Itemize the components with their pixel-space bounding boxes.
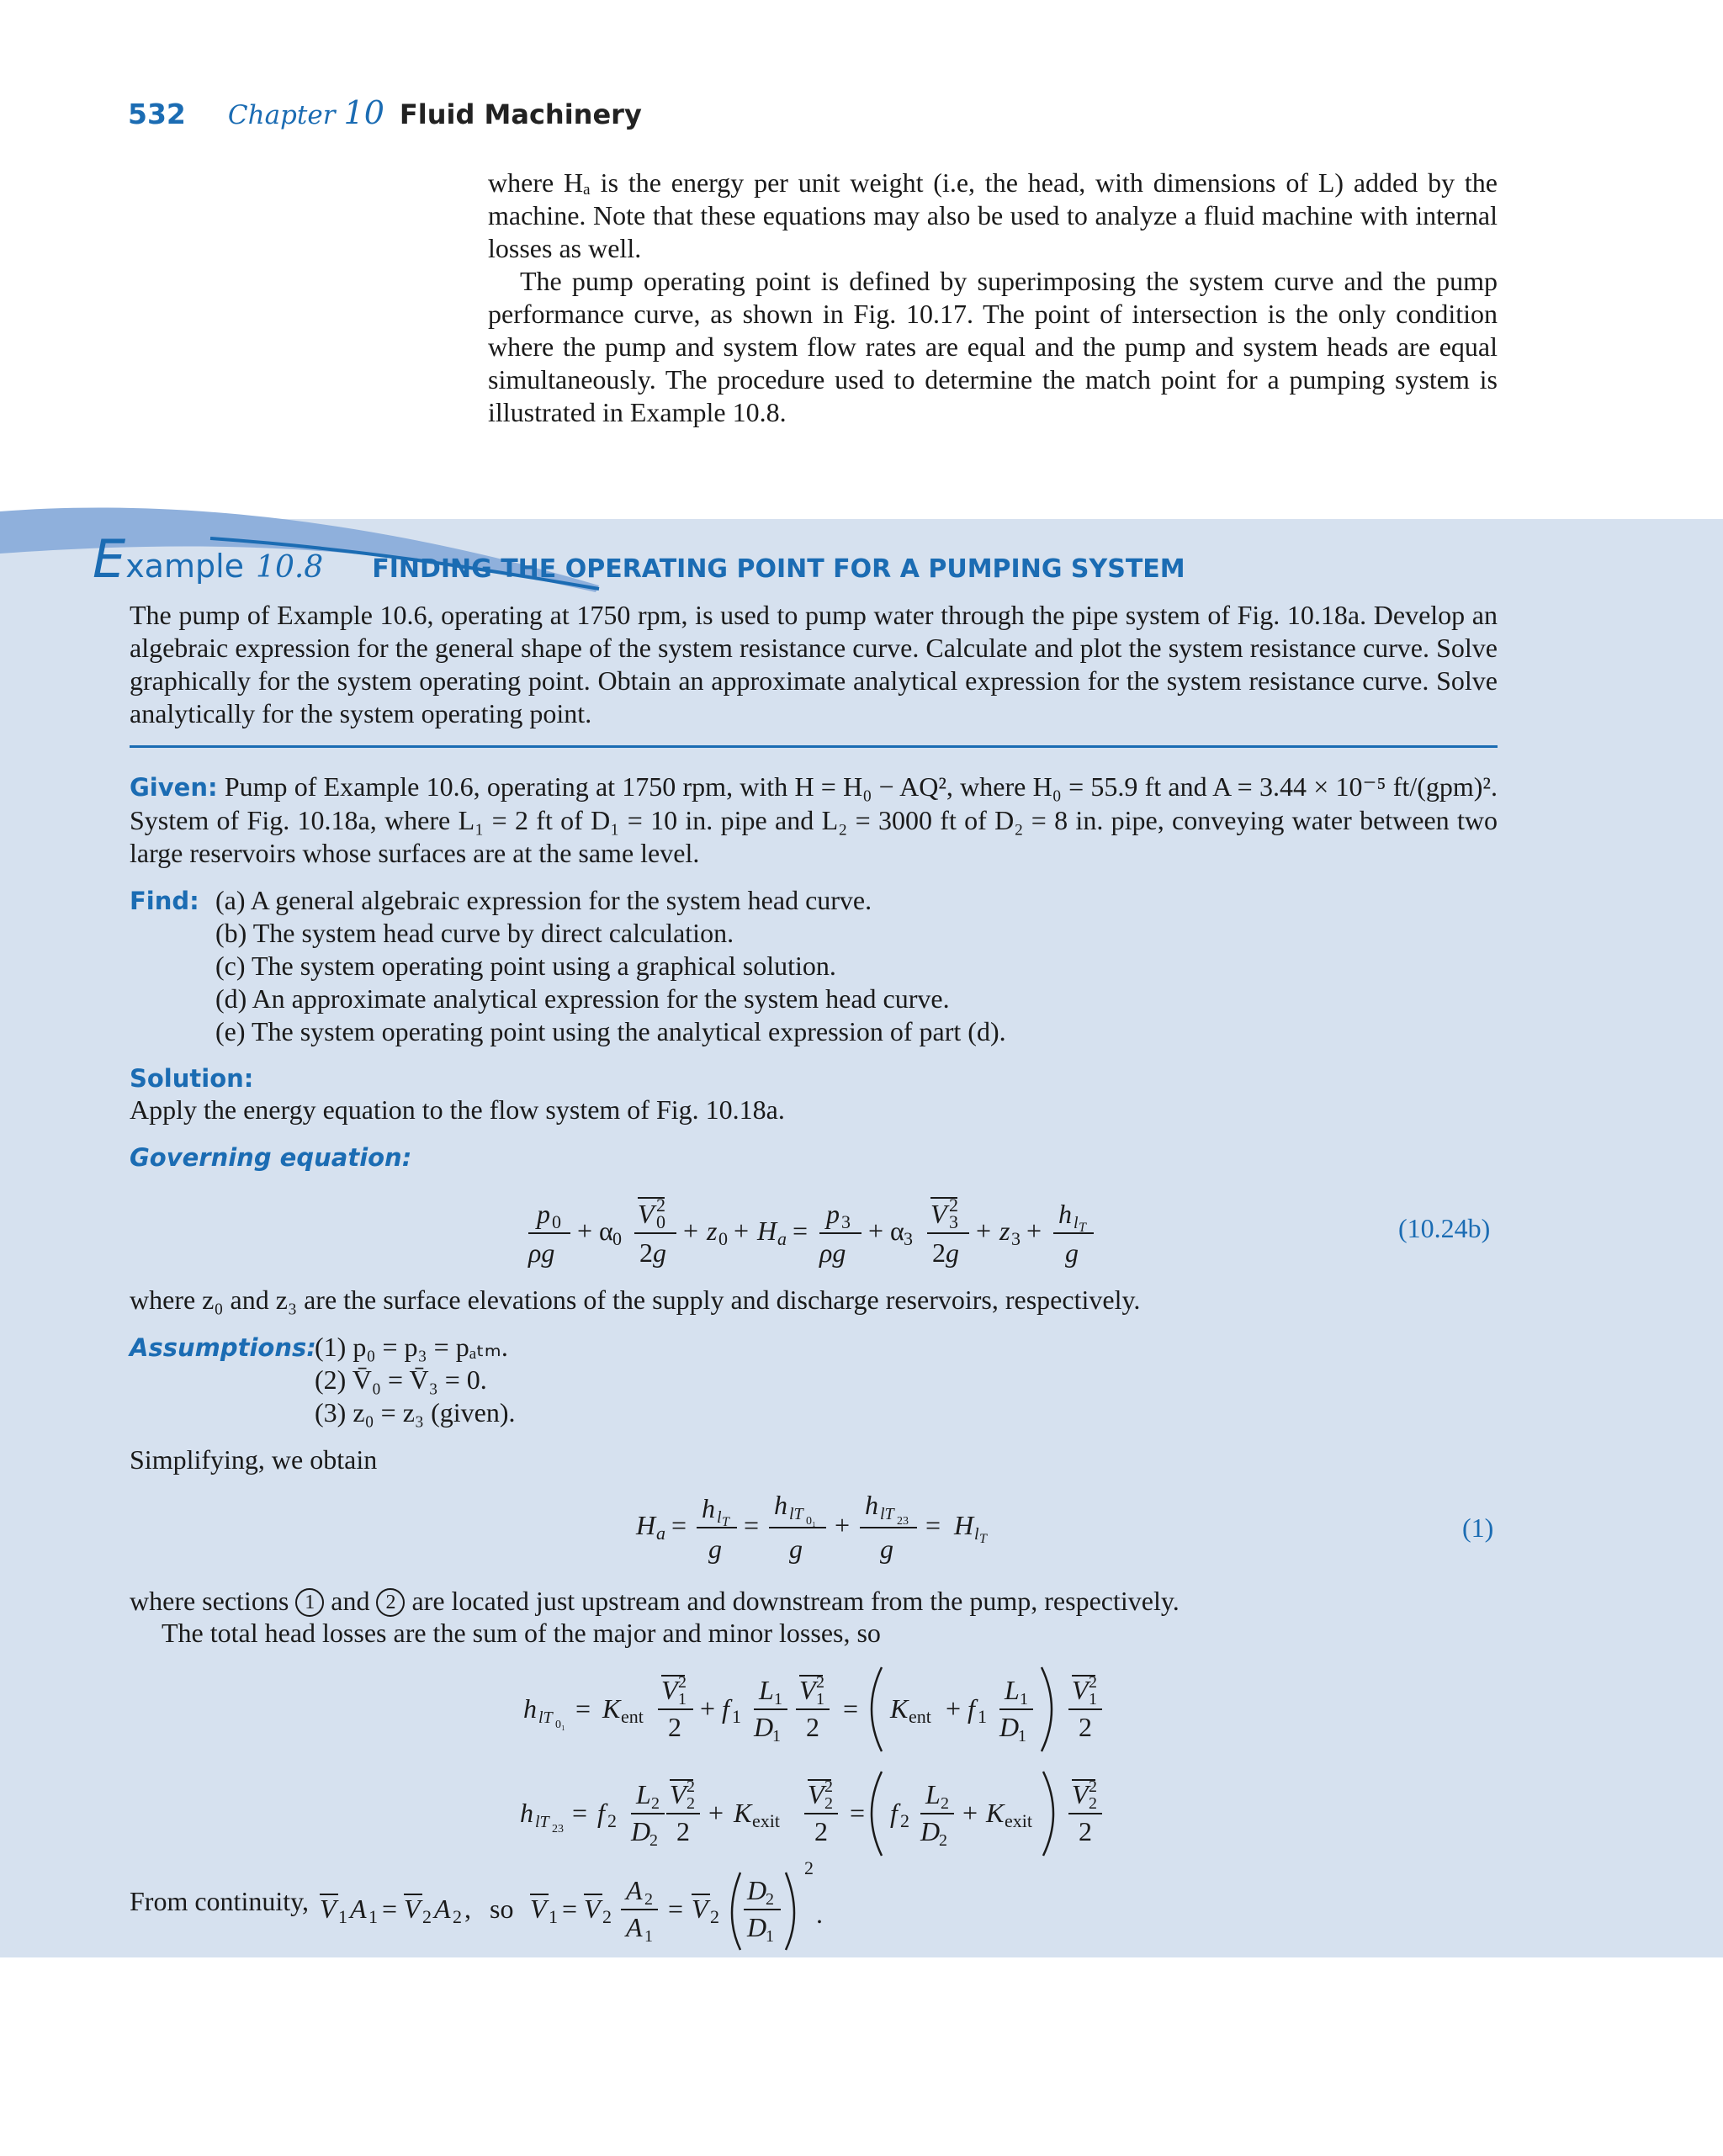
svg-text:V: V — [670, 1779, 687, 1809]
example-title — [93, 528, 1185, 590]
svg-text:+: + — [976, 1216, 992, 1246]
svg-text:g: g — [880, 1534, 893, 1564]
svg-text:1: 1 — [732, 1706, 741, 1727]
simplifying-text: Simplifying, we obtain — [130, 1444, 378, 1475]
example-statement: The pump of Example 10.6, operating at 1750 rpm, is used to pump water through the pipe system of Fig. 10.18a. Develop an algebraic expression for the general shape of the system resistance curve. Calculate and plot the system resistance curve. Solve graphically for the system operating point. Obtain an approximate analytical expression for the system resistance curve. Solve analytically for the system operating point. — [130, 600, 1498, 728]
svg-text:0₁: 0₁ — [555, 1719, 565, 1731]
find-item-b: (b) The system head curve by direct calculation. — [215, 918, 734, 948]
svg-text:.: . — [816, 1899, 823, 1929]
intro-paragraph-2: The pump operating point is defined by superimposing the system curve and the pump performance curve, as shown in Fig. 10.17. The point of intersection is the only condition where the pump and system flow rates are equal and the pump and system heads are equal simultaneously. The procedure used to determine the match point for a pumping system is illustrated in Example 10.8. — [488, 266, 1498, 427]
svg-text:2: 2 — [939, 1831, 947, 1850]
svg-text:2: 2 — [602, 1906, 612, 1927]
solution-label: Solution: — [130, 1064, 254, 1093]
svg-text:A: A — [626, 1912, 643, 1942]
svg-text:2: 2 — [649, 1831, 658, 1850]
svg-text:1: 1 — [549, 1906, 558, 1927]
svg-text:23: 23 — [897, 1515, 909, 1528]
svg-text:+: + — [700, 1693, 716, 1724]
divider-rule — [130, 745, 1498, 748]
svg-text:2: 2 — [710, 1906, 719, 1927]
svg-text:K: K — [602, 1693, 621, 1724]
svg-text:1: 1 — [1018, 1727, 1026, 1745]
svg-text:2: 2 — [804, 1857, 814, 1878]
svg-text:+: + — [835, 1510, 851, 1540]
intro-paragraph-1: where Hₐ is the energy per unit weight (i.e, the head, with dimensions of L) added by the machine. Note that these equations may also be used to analyze a fluid machine with internal losses as well. — [488, 167, 1498, 263]
head-equation — [631, 1481, 1001, 1573]
svg-text:=: = — [668, 1894, 684, 1924]
example-letter: E — [93, 528, 126, 590]
sections-text-b: are located just upstream and downstream from the pump, respectively. — [411, 1586, 1180, 1616]
sections-text-a: where sections — [130, 1586, 289, 1616]
svg-text:2: 2 — [932, 1237, 946, 1268]
svg-text:0₁: 0₁ — [806, 1515, 816, 1528]
svg-text:0: 0 — [656, 1211, 665, 1232]
find-list — [215, 884, 1393, 1048]
svg-text:z: z — [707, 1216, 718, 1246]
svg-text:ent: ent — [621, 1706, 644, 1727]
equation-number-1: (1) — [1462, 1512, 1494, 1543]
svg-text:1: 1 — [1020, 1690, 1028, 1708]
svg-text:D: D — [631, 1816, 651, 1846]
svg-text:2: 2 — [814, 1816, 828, 1846]
svg-text:2: 2 — [941, 1794, 949, 1813]
svg-text:D: D — [747, 1875, 767, 1905]
svg-text:D: D — [999, 1712, 1020, 1742]
svg-text:h: h — [1058, 1199, 1072, 1229]
svg-text:23: 23 — [552, 1823, 564, 1836]
given-label: Given: — [130, 773, 218, 802]
svg-text:V: V — [638, 1199, 655, 1229]
svg-text:V: V — [530, 1894, 547, 1924]
svg-text:+: + — [946, 1693, 962, 1724]
svg-text:V: V — [930, 1199, 947, 1229]
assumption-2: (2) V̄₀ = V̄₃ = 0. — [315, 1364, 487, 1395]
svg-text:=: = — [572, 1798, 588, 1828]
svg-text:p: p — [537, 1199, 550, 1229]
svg-text:T: T — [722, 1515, 729, 1529]
svg-text:l: l — [974, 1525, 979, 1544]
svg-text:D: D — [920, 1816, 941, 1846]
chapter-title: Fluid Machinery — [399, 98, 642, 130]
svg-text:1: 1 — [816, 1690, 824, 1708]
assumption-1: (1) p₀ = p₃ = pₐₜₘ. — [315, 1332, 508, 1362]
svg-text:A: A — [350, 1894, 367, 1924]
given-block — [130, 771, 1498, 870]
svg-text:D: D — [747, 1912, 767, 1942]
find-item-d: (d) An approximate analytical expression for the system head curve. — [215, 983, 950, 1014]
governing-label-wrap — [130, 1141, 1498, 1174]
svg-text:g: g — [1065, 1237, 1079, 1268]
svg-text:2: 2 — [816, 1673, 824, 1692]
svg-text:1: 1 — [766, 1927, 774, 1946]
svg-text:l: l — [717, 1508, 722, 1527]
svg-text:2: 2 — [687, 1777, 695, 1796]
svg-text:=: = — [925, 1510, 941, 1540]
svg-text:2: 2 — [607, 1810, 617, 1831]
svg-text:l: l — [1074, 1214, 1079, 1232]
svg-text:g: g — [789, 1534, 803, 1564]
continuity-text: From continuity, — [130, 1886, 310, 1916]
svg-text:2: 2 — [1079, 1712, 1092, 1742]
svg-text:lT: lT — [538, 1708, 553, 1727]
svg-text:V: V — [808, 1779, 824, 1809]
find-label: Find: — [130, 887, 199, 915]
svg-text:h: h — [520, 1798, 533, 1828]
svg-text:1: 1 — [644, 1927, 653, 1946]
svg-text:+: + — [683, 1216, 699, 1246]
svg-text:+: + — [708, 1798, 724, 1828]
svg-text:1: 1 — [338, 1906, 347, 1927]
svg-text:h: h — [865, 1490, 878, 1520]
svg-text:1: 1 — [772, 1727, 781, 1745]
svg-text:2: 2 — [1089, 1794, 1097, 1813]
svg-text:1: 1 — [368, 1906, 378, 1927]
svg-text:A: A — [434, 1894, 451, 1924]
svg-text:f: f — [890, 1798, 898, 1828]
svg-text:V: V — [1072, 1675, 1089, 1705]
svg-text:2: 2 — [639, 1237, 653, 1268]
svg-text:2: 2 — [1079, 1816, 1092, 1846]
svg-text:exit: exit — [1005, 1810, 1032, 1831]
solution-label-wrap — [130, 1062, 1498, 1095]
svg-text:2: 2 — [824, 1794, 833, 1813]
svg-text:ent: ent — [909, 1706, 931, 1727]
svg-text:lT: lT — [789, 1505, 803, 1523]
svg-text:p: p — [826, 1199, 840, 1229]
svg-text:lT: lT — [880, 1505, 894, 1523]
svg-text:T: T — [979, 1532, 987, 1546]
svg-text:3: 3 — [949, 1211, 958, 1232]
svg-text:1: 1 — [978, 1706, 987, 1727]
svg-text:1: 1 — [774, 1690, 782, 1708]
svg-text:K: K — [734, 1798, 752, 1828]
section-2-marker: 2 — [376, 1588, 405, 1617]
svg-text:2: 2 — [766, 1890, 774, 1909]
svg-text:D: D — [754, 1712, 774, 1742]
page-header — [128, 94, 642, 136]
svg-text:2: 2 — [1089, 1777, 1097, 1796]
svg-text:V: V — [661, 1675, 678, 1705]
svg-text:h: h — [523, 1693, 537, 1724]
intro-text — [488, 167, 1498, 429]
svg-text:3: 3 — [841, 1211, 851, 1232]
continuity-equation — [311, 1851, 900, 1952]
svg-text:2: 2 — [824, 1777, 833, 1796]
svg-text:f: f — [722, 1693, 729, 1724]
svg-text:3: 3 — [904, 1228, 913, 1249]
svg-text:a: a — [656, 1523, 665, 1544]
svg-text:2: 2 — [676, 1816, 690, 1846]
svg-text:=: = — [671, 1510, 687, 1540]
svg-text:g: g — [946, 1237, 959, 1268]
svg-text:V: V — [692, 1894, 708, 1924]
find-item-c: (c) The system operating point using a graphical solution. — [215, 951, 836, 981]
svg-text:2: 2 — [422, 1906, 432, 1927]
svg-text:f: f — [597, 1798, 605, 1828]
svg-text:2: 2 — [644, 1890, 653, 1909]
svg-text:3: 3 — [1011, 1228, 1021, 1249]
svg-text:+ α: + α — [868, 1216, 904, 1246]
svg-text:=: = — [382, 1894, 398, 1924]
svg-text:A: A — [626, 1875, 643, 1905]
svg-text:ρg: ρg — [528, 1237, 555, 1268]
section-1-marker: 1 — [295, 1588, 324, 1617]
svg-text:+: + — [962, 1798, 978, 1828]
svg-text:2: 2 — [949, 1195, 958, 1216]
svg-text:2: 2 — [900, 1810, 909, 1831]
svg-text:,: , — [464, 1894, 471, 1924]
svg-text:H: H — [757, 1216, 777, 1246]
chapter-word: Chapter — [227, 100, 336, 130]
svg-text:V: V — [1072, 1779, 1089, 1809]
continuity-so: so — [490, 1894, 514, 1924]
svg-text:=: = — [850, 1798, 866, 1828]
svg-text:lT: lT — [535, 1813, 549, 1831]
svg-text:=: = — [575, 1693, 591, 1724]
svg-text:+ α: + α — [577, 1216, 613, 1246]
assumptions-list — [315, 1331, 1492, 1429]
svg-text:K: K — [890, 1693, 909, 1724]
svg-text:2: 2 — [806, 1712, 819, 1742]
find-item-a: (a) A general algebraic expression for the system head curve. — [215, 885, 872, 915]
svg-text:ρg: ρg — [819, 1237, 846, 1268]
svg-text:0: 0 — [552, 1211, 561, 1232]
svg-text:V: V — [799, 1675, 816, 1705]
svg-text:a: a — [777, 1228, 787, 1249]
svg-text:V: V — [584, 1894, 601, 1924]
svg-text:g: g — [653, 1237, 666, 1268]
solution-intro: Apply the energy equation to the flow system of Fig. 10.18a. — [130, 1094, 785, 1125]
energy-equation — [522, 1178, 1127, 1279]
after-equation-text: where z₀ and z₃ are the surface elevations of the supply and discharge reservoirs, respectively. — [130, 1285, 1141, 1315]
svg-text:=: = — [843, 1693, 859, 1724]
svg-text:H: H — [954, 1510, 974, 1540]
svg-text:=: = — [562, 1894, 578, 1924]
svg-text:T: T — [1079, 1221, 1086, 1235]
svg-text:=: = — [793, 1216, 808, 1246]
svg-text:h: h — [702, 1493, 715, 1523]
head-loss-equations — [513, 1657, 1119, 1867]
page-number: 532 — [128, 98, 186, 130]
svg-text:2: 2 — [453, 1906, 462, 1927]
svg-text:L: L — [925, 1779, 941, 1809]
svg-text:V: V — [320, 1894, 337, 1924]
svg-text:2: 2 — [678, 1673, 687, 1692]
svg-text:L: L — [1005, 1675, 1020, 1705]
given-text: Pump of Example 10.6, operating at 1750 rpm, with H = H₀ − AQ², where H₀ = 55.9 ft and A = 3.44 × 10⁻⁵ ft/(gpm)². System of Fig. 10.18a, where L₁ = 2 ft of D₁ = 10 in. pipe and L₂ = 3000 ft of D₂ = 8 in. pipe, conveying water between two large reservoirs whose surfaces are at the same level. — [130, 771, 1498, 868]
losses-text: The total head losses are the sum of the major and minor losses, so — [162, 1618, 881, 1648]
example-number: 10.8 — [256, 550, 324, 585]
svg-text:2: 2 — [651, 1794, 660, 1813]
svg-text:1: 1 — [1089, 1690, 1097, 1708]
sections-text — [130, 1585, 1498, 1618]
example-word: xample — [125, 548, 245, 585]
svg-text:K: K — [986, 1798, 1005, 1828]
svg-text:0: 0 — [718, 1228, 728, 1249]
svg-text:+: + — [734, 1216, 750, 1246]
svg-text:0: 0 — [612, 1228, 622, 1249]
svg-text:L: L — [759, 1675, 774, 1705]
svg-text:z: z — [999, 1216, 1010, 1246]
find-item-e: (e) The system operating point using the analytical expression of part (d). — [215, 1016, 1006, 1046]
svg-text:=: = — [744, 1510, 760, 1540]
assumption-3: (3) z₀ = z₃ (given). — [315, 1397, 516, 1428]
svg-text:2: 2 — [656, 1195, 665, 1216]
svg-text:exit: exit — [752, 1810, 780, 1831]
svg-text:f: f — [968, 1693, 975, 1724]
chapter-number: 10 — [343, 94, 384, 131]
svg-text:+: + — [1026, 1216, 1042, 1246]
equation-number-main: (10.24b) — [1398, 1213, 1491, 1243]
example-heading: FINDING THE OPERATING POINT FOR A PUMPING SYSTEM — [372, 554, 1185, 584]
svg-text:L: L — [636, 1779, 651, 1809]
sections-and: and — [331, 1586, 370, 1616]
svg-text:H: H — [636, 1510, 656, 1540]
svg-text:2: 2 — [687, 1794, 695, 1813]
svg-text:V: V — [404, 1894, 421, 1924]
svg-text:1: 1 — [678, 1690, 687, 1708]
svg-text:2: 2 — [668, 1712, 681, 1742]
assumptions-label: Assumptions: — [130, 1333, 316, 1362]
svg-text:h: h — [774, 1490, 787, 1520]
svg-text:g: g — [708, 1534, 722, 1564]
svg-text:2: 2 — [1089, 1673, 1097, 1692]
governing-label: Governing equation: — [130, 1143, 412, 1172]
